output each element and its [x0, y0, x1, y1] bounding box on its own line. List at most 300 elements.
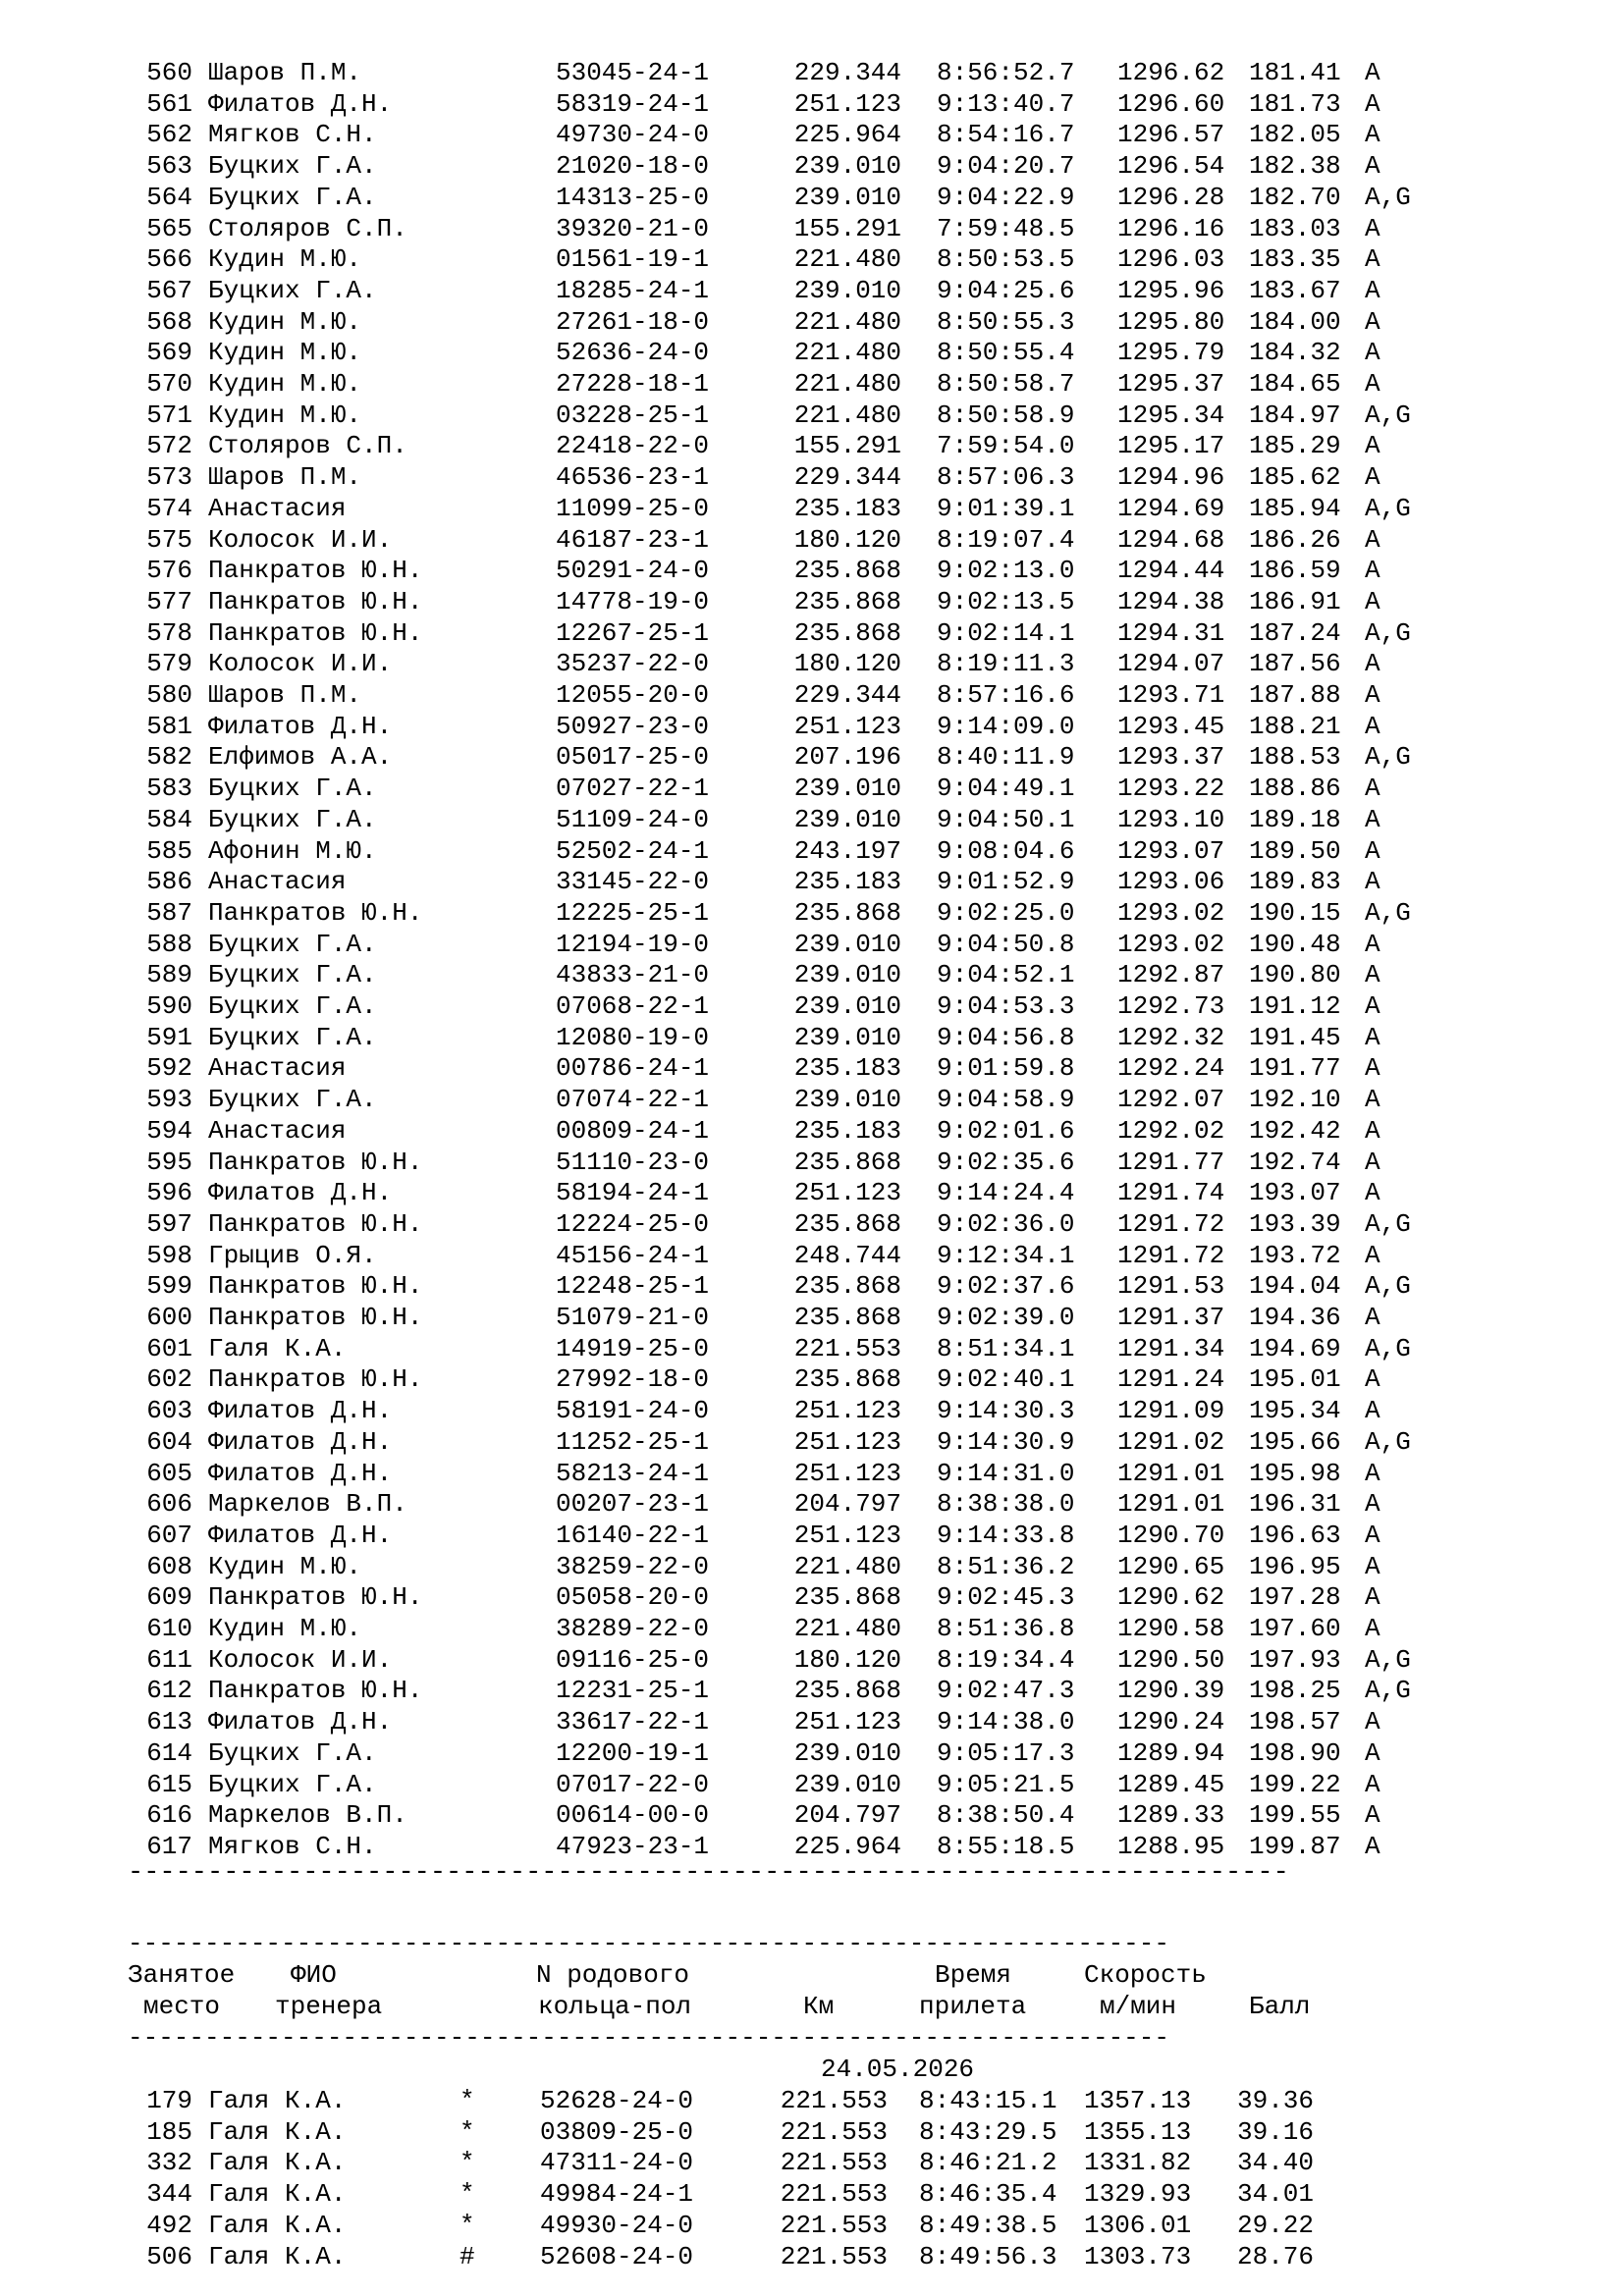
summary-cell-score: 39.36 — [1236, 2086, 1314, 2115]
summary-cell-speed: 1329.93 — [1084, 2179, 1192, 2210]
cell-ring: 00614-00-0 — [556, 1800, 710, 1831]
cell-ring: 50291-24-0 — [556, 556, 710, 586]
table-row — [0, 88, 1624, 120]
summary-cell-score: 34.01 — [1236, 2179, 1314, 2210]
cell-ring: 00809-24-1 — [556, 1115, 710, 1146]
cell-flag: A — [1365, 213, 1380, 243]
cell-coef: 192.42 — [1249, 1115, 1341, 1146]
table-row — [0, 1240, 1624, 1271]
summary-cell-name: Галя К.А. — [208, 2179, 347, 2210]
summary-cell-score: 39.16 — [1236, 2116, 1314, 2147]
cell-km: 221.480 — [793, 244, 901, 275]
cell-place: 586 — [146, 867, 192, 897]
cell-speed: 1291.74 — [1117, 1178, 1225, 1208]
summary-cell-time: 8:43:29.5 — [919, 2116, 1057, 2147]
cell-place: 578 — [146, 617, 192, 648]
cell-flag: A — [1365, 1520, 1380, 1550]
cell-name: Филатов Д.Н. — [208, 1458, 393, 1488]
cell-place: 565 — [146, 213, 192, 243]
cell-flag: A — [1365, 1364, 1380, 1395]
cell-name: Грыцив О.Я. — [208, 1240, 377, 1270]
cell-place: 605 — [146, 1458, 192, 1488]
cell-ring: 52502-24-1 — [556, 835, 710, 866]
cell-name: Анастасия — [208, 493, 347, 523]
cell-ring: 22418-22-0 — [556, 431, 710, 461]
cell-flag: A — [1365, 306, 1380, 337]
cell-km: 235.183 — [793, 493, 901, 523]
cell-place: 561 — [146, 88, 192, 119]
cell-flag: A — [1365, 369, 1380, 399]
cell-flag: A — [1365, 991, 1380, 1021]
cell-coef: 194.36 — [1249, 1303, 1341, 1332]
summary-cell-ring: 52628-24-0 — [540, 2086, 694, 2115]
cell-ring: 12225-25-1 — [556, 897, 710, 928]
cell-name: Столяров С.П. — [208, 431, 407, 461]
cell-coef: 190.48 — [1249, 929, 1341, 959]
cell-name: Кудин М.Ю. — [208, 1614, 362, 1643]
cell-speed: 1295.80 — [1117, 306, 1225, 337]
cell-place: 583 — [146, 774, 192, 804]
table-row — [0, 400, 1624, 431]
table-row — [0, 1551, 1624, 1582]
summary-cell-place: 332 — [146, 2148, 192, 2178]
cell-time: 7:59:54.0 — [937, 431, 1075, 461]
cell-speed: 1294.38 — [1117, 586, 1225, 616]
cell-place: 567 — [146, 275, 192, 305]
cell-speed: 1291.01 — [1117, 1489, 1225, 1520]
cell-km: 235.183 — [793, 1115, 901, 1146]
table-row — [0, 1270, 1624, 1302]
cell-speed: 1294.68 — [1117, 524, 1225, 555]
cell-flag: A — [1365, 338, 1380, 368]
table-row — [0, 866, 1624, 897]
cell-coef: 199.55 — [1249, 1800, 1341, 1831]
cell-flag: A — [1365, 1800, 1380, 1831]
summary-cell-place: 492 — [146, 2210, 192, 2240]
cell-speed: 1290.58 — [1117, 1614, 1225, 1643]
summary-cell-speed: 1357.13 — [1084, 2086, 1192, 2115]
cell-km: 207.196 — [793, 742, 901, 773]
cell-place: 587 — [146, 897, 192, 928]
cell-km: 239.010 — [793, 1085, 901, 1115]
cell-coef: 184.65 — [1249, 369, 1341, 399]
cell-km: 221.480 — [793, 1614, 901, 1643]
cell-time: 9:08:04.6 — [937, 835, 1075, 866]
cell-speed: 1291.02 — [1117, 1426, 1225, 1457]
cell-time: 9:02:40.1 — [937, 1364, 1075, 1395]
cell-speed: 1291.72 — [1117, 1208, 1225, 1239]
cell-time: 9:01:59.8 — [937, 1053, 1075, 1084]
cell-time: 8:38:50.4 — [937, 1800, 1075, 1831]
cell-place: 614 — [146, 1737, 192, 1768]
cell-coef: 198.57 — [1249, 1707, 1341, 1737]
cell-place: 592 — [146, 1053, 192, 1084]
summary-cell-place: 506 — [146, 2241, 192, 2271]
table-row — [0, 648, 1624, 679]
table-row — [0, 1147, 1624, 1178]
cell-name: Буцких Г.А. — [208, 1737, 377, 1768]
summary-row — [0, 2241, 1624, 2272]
table-row — [0, 337, 1624, 368]
cell-coef: 197.28 — [1249, 1582, 1341, 1613]
cell-ring: 12200-19-1 — [556, 1737, 710, 1768]
cell-speed: 1291.09 — [1117, 1396, 1225, 1426]
cell-speed: 1291.37 — [1117, 1303, 1225, 1332]
cell-coef: 188.21 — [1249, 711, 1341, 741]
cell-name: Колосок И.И. — [208, 649, 393, 679]
cell-coef: 181.41 — [1249, 58, 1341, 87]
summary-cell-mark: * — [460, 2116, 475, 2147]
cell-time: 9:02:35.6 — [937, 1147, 1075, 1177]
cell-speed: 1296.62 — [1117, 58, 1225, 87]
summary-cell-ring: 47311-24-0 — [540, 2148, 694, 2178]
header-name: ФИО — [291, 1960, 337, 1990]
cell-name: Панкратов Ю.Н. — [208, 556, 423, 586]
cell-name: Кудин М.Ю. — [208, 400, 362, 430]
header-name-2: тренера — [275, 1992, 383, 2021]
cell-place: 606 — [146, 1489, 192, 1520]
cell-flag: A — [1365, 1707, 1380, 1737]
cell-km: 180.120 — [793, 649, 901, 679]
cell-speed: 1296.60 — [1117, 88, 1225, 119]
cell-km: 251.123 — [793, 1458, 901, 1488]
cell-name: Буцких Г.А. — [208, 1022, 377, 1052]
table-row — [0, 119, 1624, 150]
cell-flag: A,G — [1365, 1426, 1411, 1457]
header-score: Балл — [1249, 1992, 1311, 2021]
cell-ring: 33145-22-0 — [556, 867, 710, 897]
summary-cell-ring: 49984-24-1 — [540, 2179, 694, 2210]
cell-speed: 1289.94 — [1117, 1737, 1225, 1768]
cell-coef: 184.32 — [1249, 338, 1341, 368]
cell-km: 239.010 — [793, 182, 901, 212]
cell-flag: A — [1365, 1769, 1380, 1799]
cell-place: 572 — [146, 431, 192, 461]
table-row — [0, 804, 1624, 835]
cell-place: 576 — [146, 556, 192, 586]
cell-km: 235.868 — [793, 1676, 901, 1706]
cell-time: 9:04:52.1 — [937, 960, 1075, 990]
cell-coef: 188.53 — [1249, 742, 1341, 773]
cell-speed: 1291.01 — [1117, 1458, 1225, 1488]
summary-cell-score: 34.40 — [1236, 2148, 1314, 2178]
cell-place: 591 — [146, 1022, 192, 1052]
cell-ring: 52636-24-0 — [556, 338, 710, 368]
cell-place: 577 — [146, 586, 192, 616]
cell-km: 180.120 — [793, 1644, 901, 1675]
cell-coef: 185.94 — [1249, 493, 1341, 523]
cell-time: 9:02:13.5 — [937, 586, 1075, 616]
cell-place: 588 — [146, 929, 192, 959]
cell-time: 9:14:24.4 — [937, 1178, 1075, 1208]
summary-cell-time: 8:49:38.5 — [919, 2210, 1057, 2240]
cell-name: Панкратов Ю.Н. — [208, 1208, 423, 1239]
cell-place: 569 — [146, 338, 192, 368]
cell-coef: 183.03 — [1249, 213, 1341, 243]
cell-coef: 196.95 — [1249, 1551, 1341, 1581]
cell-coef: 190.80 — [1249, 960, 1341, 990]
summary-top-rule: -------------------------------------------------------------------- — [128, 1929, 1169, 1958]
cell-name: Мягков С.Н. — [208, 1831, 377, 1861]
cell-name: Столяров С.П. — [208, 213, 407, 243]
table-row — [0, 368, 1624, 400]
cell-flag: A — [1365, 524, 1380, 555]
cell-flag: A — [1365, 1458, 1380, 1488]
cell-coef: 185.62 — [1249, 462, 1341, 493]
cell-ring: 53045-24-1 — [556, 58, 710, 87]
cell-speed: 1290.24 — [1117, 1707, 1225, 1737]
cell-speed: 1292.32 — [1117, 1022, 1225, 1052]
summary-cell-score: 28.76 — [1236, 2241, 1314, 2271]
summary-date: 24.05.2026 — [821, 2055, 975, 2084]
table-row — [0, 1706, 1624, 1737]
cell-name: Панкратов Ю.Н. — [208, 1147, 423, 1177]
cell-place: 604 — [146, 1426, 192, 1457]
cell-flag: A — [1365, 556, 1380, 586]
cell-ring: 07017-22-0 — [556, 1769, 710, 1799]
cell-coef: 183.35 — [1249, 244, 1341, 275]
cell-speed: 1294.31 — [1117, 617, 1225, 648]
cell-time: 8:50:58.7 — [937, 369, 1075, 399]
cell-time: 9:04:58.9 — [937, 1085, 1075, 1115]
cell-name: Панкратов Ю.Н. — [208, 897, 423, 928]
cell-coef: 182.70 — [1249, 182, 1341, 212]
summary-cell-time: 8:49:56.3 — [919, 2241, 1057, 2271]
cell-coef: 187.24 — [1249, 617, 1341, 648]
summary-cell-speed: 1355.13 — [1084, 2116, 1192, 2147]
summary-cell-ring: 52608-24-0 — [540, 2241, 694, 2271]
cell-place: 564 — [146, 182, 192, 212]
cell-time: 9:04:50.8 — [937, 929, 1075, 959]
cell-km: 239.010 — [793, 804, 901, 834]
cell-ring: 51079-21-0 — [556, 1303, 710, 1332]
table-row — [0, 1022, 1624, 1053]
cell-ring: 14919-25-0 — [556, 1333, 710, 1363]
cell-speed: 1296.54 — [1117, 151, 1225, 182]
cell-km: 239.010 — [793, 991, 901, 1021]
cell-speed: 1291.72 — [1117, 1240, 1225, 1270]
cell-place: 611 — [146, 1644, 192, 1675]
table-row — [0, 1052, 1624, 1084]
cell-ring: 12267-25-1 — [556, 617, 710, 648]
cell-speed: 1291.53 — [1117, 1271, 1225, 1302]
cell-coef: 199.87 — [1249, 1831, 1341, 1861]
cell-time: 8:50:55.4 — [937, 338, 1075, 368]
cell-place: 573 — [146, 462, 192, 493]
cell-place: 607 — [146, 1520, 192, 1550]
cell-ring: 12231-25-1 — [556, 1676, 710, 1706]
cell-place: 568 — [146, 306, 192, 337]
cell-km: 235.868 — [793, 1271, 901, 1302]
cell-name: Кудин М.Ю. — [208, 369, 362, 399]
cell-km: 235.868 — [793, 1303, 901, 1332]
cell-flag: A,G — [1365, 1333, 1411, 1363]
summary-cell-speed: 1331.82 — [1084, 2148, 1192, 2178]
header-speed-2: м/мин — [1100, 1992, 1177, 2021]
summary-cell-mark: * — [460, 2086, 475, 2115]
cell-coef: 186.26 — [1249, 524, 1341, 555]
summary-cell-place: 344 — [146, 2179, 192, 2210]
cell-ring: 27992-18-0 — [556, 1364, 710, 1395]
table-row — [0, 243, 1624, 275]
cell-time: 9:14:30.9 — [937, 1426, 1075, 1457]
table-row — [0, 741, 1624, 773]
cell-ring: 07027-22-1 — [556, 774, 710, 804]
cell-speed: 1293.45 — [1117, 711, 1225, 741]
table-row — [0, 1799, 1624, 1831]
summary-cell-km: 221.553 — [780, 2148, 888, 2178]
cell-place: 612 — [146, 1676, 192, 1706]
cell-ring: 00786-24-1 — [556, 1053, 710, 1084]
table-row — [0, 1363, 1624, 1395]
table-row — [0, 1458, 1624, 1489]
cell-km: 243.197 — [793, 835, 901, 866]
cell-speed: 1295.17 — [1117, 431, 1225, 461]
header-ring-2: кольца-пол — [538, 1992, 692, 2021]
cell-km: 239.010 — [793, 275, 901, 305]
cell-km: 229.344 — [793, 462, 901, 493]
cell-coef: 196.31 — [1249, 1489, 1341, 1520]
summary-row — [0, 2210, 1624, 2241]
table-row — [0, 275, 1624, 306]
cell-km: 204.797 — [793, 1489, 901, 1520]
cell-ring: 51109-24-0 — [556, 804, 710, 834]
cell-name: Шаров П.М. — [208, 462, 362, 493]
cell-coef: 199.22 — [1249, 1769, 1341, 1799]
summary-cell-place: 179 — [146, 2086, 192, 2115]
cell-name: Буцких Г.А. — [208, 804, 377, 834]
table-row — [0, 306, 1624, 338]
cell-name: Буцких Г.А. — [208, 991, 377, 1021]
cell-time: 9:04:20.7 — [937, 151, 1075, 182]
cell-name: Панкратов Ю.Н. — [208, 586, 423, 616]
cell-km: 229.344 — [793, 680, 901, 710]
cell-km: 239.010 — [793, 1022, 901, 1052]
cell-place: 582 — [146, 742, 192, 773]
cell-coef: 189.83 — [1249, 867, 1341, 897]
cell-time: 9:02:37.6 — [937, 1271, 1075, 1302]
table-row — [0, 57, 1624, 88]
summary-cell-ring: 49930-24-0 — [540, 2210, 694, 2240]
cell-time: 9:04:53.3 — [937, 991, 1075, 1021]
cell-place: 613 — [146, 1707, 192, 1737]
header-ring: N родового — [536, 1960, 690, 1990]
cell-place: 560 — [146, 58, 192, 87]
cell-place: 596 — [146, 1178, 192, 1208]
cell-ring: 11252-25-1 — [556, 1426, 710, 1457]
cell-speed: 1289.45 — [1117, 1769, 1225, 1799]
cell-flag: A — [1365, 649, 1380, 679]
cell-flag: A — [1365, 1396, 1380, 1426]
cell-flag: A,G — [1365, 897, 1411, 928]
cell-ring: 09116-25-0 — [556, 1644, 710, 1675]
table-row — [0, 555, 1624, 586]
cell-name: Панкратов Ю.Н. — [208, 1582, 423, 1613]
summary-cell-km: 221.553 — [780, 2179, 888, 2210]
cell-time: 8:51:34.1 — [937, 1333, 1075, 1363]
cell-name: Анастасия — [208, 1115, 347, 1146]
cell-place: 608 — [146, 1551, 192, 1581]
cell-km: 221.480 — [793, 338, 901, 368]
cell-name: Маркелов В.П. — [208, 1800, 407, 1831]
cell-coef: 194.04 — [1249, 1271, 1341, 1302]
cell-name: Панкратов Ю.Н. — [208, 1271, 423, 1302]
table-row — [0, 430, 1624, 461]
cell-km: 229.344 — [793, 58, 901, 87]
table-row — [0, 990, 1624, 1022]
cell-speed: 1296.03 — [1117, 244, 1225, 275]
table-row — [0, 1488, 1624, 1520]
cell-name: Кудин М.Ю. — [208, 306, 362, 337]
cell-coef: 192.10 — [1249, 1085, 1341, 1115]
cell-time: 8:57:06.3 — [937, 462, 1075, 493]
cell-speed: 1292.02 — [1117, 1115, 1225, 1146]
summary-cell-time: 8:46:21.2 — [919, 2148, 1057, 2178]
cell-km: 235.868 — [793, 1582, 901, 1613]
cell-time: 8:57:16.6 — [937, 680, 1075, 710]
cell-speed: 1296.16 — [1117, 213, 1225, 243]
cell-flag: A — [1365, 58, 1380, 87]
cell-speed: 1295.34 — [1117, 400, 1225, 430]
cell-flag: A — [1365, 1022, 1380, 1052]
cell-coef: 185.29 — [1249, 431, 1341, 461]
cell-name: Маркелов В.П. — [208, 1489, 407, 1520]
cell-flag: A,G — [1365, 1208, 1411, 1239]
cell-time: 9:14:31.0 — [937, 1458, 1075, 1488]
cell-time: 9:04:50.1 — [937, 804, 1075, 834]
cell-place: 597 — [146, 1208, 192, 1239]
cell-place: 581 — [146, 711, 192, 741]
cell-name: Филатов Д.Н. — [208, 1426, 393, 1457]
cell-name: Филатов Д.Н. — [208, 88, 393, 119]
cell-name: Шаров П.М. — [208, 58, 362, 87]
summary-cell-score: 29.22 — [1236, 2210, 1314, 2240]
cell-time: 8:50:55.3 — [937, 306, 1075, 337]
cell-flag: A — [1365, 151, 1380, 182]
cell-coef: 186.91 — [1249, 586, 1341, 616]
cell-ring: 38259-22-0 — [556, 1551, 710, 1581]
table-row — [0, 1426, 1624, 1458]
cell-name: Буцких Г.А. — [208, 182, 377, 212]
cell-km: 221.480 — [793, 306, 901, 337]
cell-km: 235.868 — [793, 1364, 901, 1395]
cell-coef: 191.77 — [1249, 1053, 1341, 1084]
cell-speed: 1290.39 — [1117, 1676, 1225, 1706]
table-row — [0, 213, 1624, 244]
table-row — [0, 773, 1624, 804]
cell-place: 580 — [146, 680, 192, 710]
cell-name: Мягков С.Н. — [208, 120, 377, 150]
table-row — [0, 929, 1624, 960]
cell-name: Кудин М.Ю. — [208, 244, 362, 275]
cell-flag: A — [1365, 586, 1380, 616]
cell-time: 9:02:01.6 — [937, 1115, 1075, 1146]
table-row — [0, 1644, 1624, 1676]
cell-name: Елфимов А.А. — [208, 742, 393, 773]
cell-name: Буцких Г.А. — [208, 1085, 377, 1115]
cell-flag: A — [1365, 1831, 1380, 1861]
summary-cell-speed: 1303.73 — [1084, 2241, 1192, 2271]
cell-ring: 01561-19-1 — [556, 244, 710, 275]
cell-ring: 16140-22-1 — [556, 1520, 710, 1550]
cell-place: 563 — [146, 151, 192, 182]
cell-speed: 1292.87 — [1117, 960, 1225, 990]
cell-time: 8:38:38.0 — [937, 1489, 1075, 1520]
cell-speed: 1294.96 — [1117, 462, 1225, 493]
cell-km: 235.868 — [793, 586, 901, 616]
cell-ring: 58319-24-1 — [556, 88, 710, 119]
cell-name: Буцких Г.А. — [208, 151, 377, 182]
